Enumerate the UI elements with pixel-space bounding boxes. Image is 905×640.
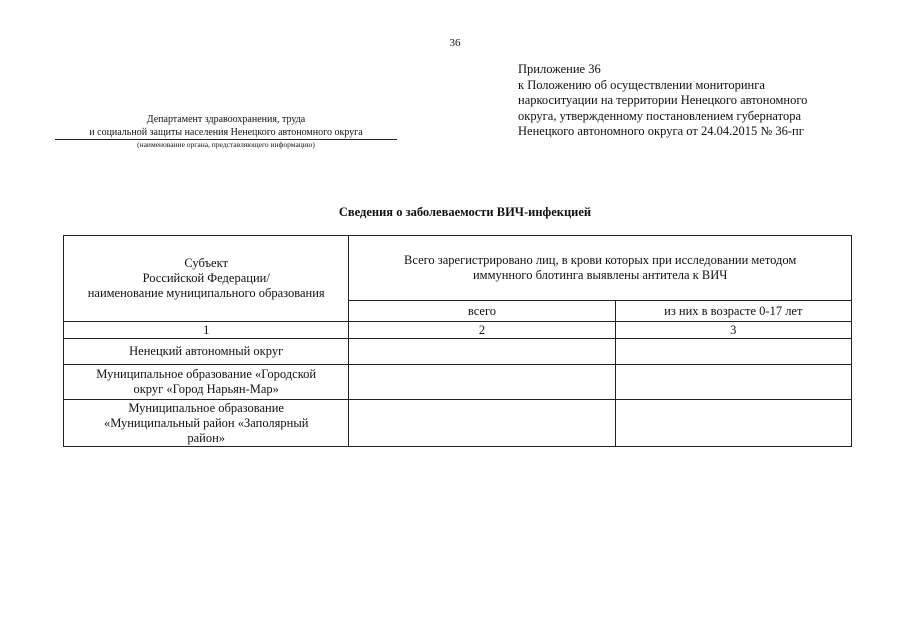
row-age-cell bbox=[615, 365, 851, 400]
organization-caption: (наименование органа, представляющего информацию) bbox=[137, 140, 315, 149]
header-total-registered bbox=[349, 236, 852, 301]
header-subject bbox=[64, 236, 349, 322]
row-name-line: «Муниципальный район «Заполярный bbox=[103, 415, 309, 430]
row-name-line: Муниципальное образование «Городской bbox=[96, 367, 317, 381]
appendix-line: округа, утвержденному постановлением губернатора bbox=[518, 108, 801, 123]
page-number: 36 bbox=[449, 37, 461, 49]
row-name bbox=[64, 400, 349, 447]
table-row bbox=[64, 339, 852, 365]
appendix-line: Ненецкого автономного округа от 24.04.2015 № 36-пг bbox=[518, 124, 804, 138]
row-total-cell bbox=[349, 400, 615, 447]
header-subject-line: наименование муниципального образования bbox=[87, 286, 325, 300]
row-name-line: район» bbox=[187, 430, 226, 445]
header-total-line: Всего зарегистрировано лиц, в крови которых при исследовании методом bbox=[404, 253, 797, 267]
header-all: всего bbox=[349, 301, 615, 322]
row-age-cell bbox=[615, 339, 851, 365]
header-subject-line: Российской Федерации/ bbox=[142, 271, 270, 285]
reporting-organization bbox=[55, 114, 397, 150]
header-subject-line: Субъект bbox=[184, 256, 228, 270]
row-total-cell bbox=[349, 339, 615, 365]
column-number: 1 bbox=[64, 322, 349, 339]
table-row bbox=[64, 365, 852, 400]
row-age-cell bbox=[615, 400, 851, 447]
document-title: Сведения о заболеваемости ВИЧ-инфекцией bbox=[338, 205, 592, 219]
appendix-line: Приложение 36 bbox=[518, 62, 601, 76]
hiv-incidence-table bbox=[63, 235, 852, 447]
appendix-note bbox=[518, 62, 878, 140]
row-name bbox=[64, 339, 349, 365]
row-name-line: округ «Город Нарьян-Мар» bbox=[133, 382, 279, 396]
row-name-line: Ненецкий автономный округ bbox=[129, 344, 284, 358]
appendix-line: наркоситуации на территории Ненецкого автономного bbox=[518, 93, 808, 107]
table-row bbox=[64, 400, 852, 447]
appendix-line: к Положению об осуществлении мониторинга bbox=[518, 77, 765, 92]
header-age-0-17: из них в возрасте 0-17 лет bbox=[615, 301, 851, 322]
organization-name-line: Департамент здравоохранения, труда bbox=[146, 114, 306, 125]
row-name-line: Муниципальное образование bbox=[128, 400, 284, 415]
organization-name-line: и социальной защиты населения Ненецкого автономного округа bbox=[89, 126, 363, 138]
header-total-line: иммунного блотинга выявлены антитела к ВИЧ bbox=[472, 268, 728, 282]
column-number: 3 bbox=[615, 322, 851, 339]
row-total-cell bbox=[349, 365, 615, 400]
column-number: 2 bbox=[349, 322, 615, 339]
row-name bbox=[64, 365, 349, 400]
